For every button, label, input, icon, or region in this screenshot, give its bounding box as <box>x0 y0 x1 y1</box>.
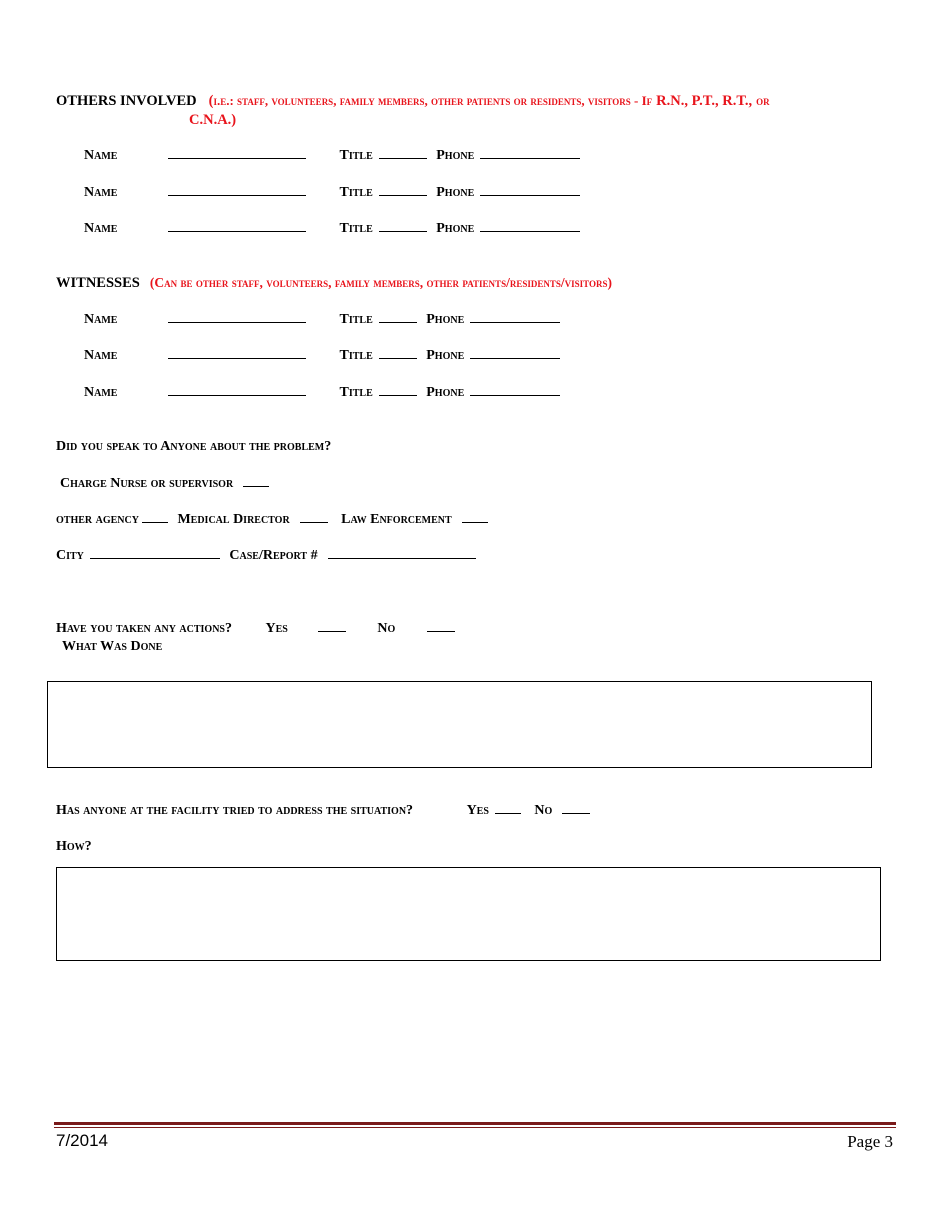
phone-label: Phone <box>436 148 475 163</box>
name-label: Name <box>84 385 118 400</box>
facility-no-label: No <box>534 803 553 818</box>
phone-field[interactable] <box>470 394 560 396</box>
others-note-small: i.e.: staff, volunteers, family members, other patients or residents, visitors - If <box>213 93 653 108</box>
title-label: Title <box>339 348 373 363</box>
others-row-3 <box>84 221 586 237</box>
title-field[interactable] <box>379 194 427 196</box>
name-field[interactable] <box>168 357 306 359</box>
facility-no-field[interactable] <box>562 812 590 814</box>
title-field[interactable] <box>379 394 417 396</box>
title-label: Title <box>339 221 373 236</box>
speak-question: Did you speak to Anyone about the problem? <box>56 439 332 454</box>
phone-field[interactable] <box>480 230 580 232</box>
name-label: Name <box>84 312 118 327</box>
phone-label: Phone <box>436 221 475 236</box>
others-note-big: R.N., P.T., R.T., <box>656 93 753 109</box>
others-note-open: ( <box>208 93 214 109</box>
what-was-done-box[interactable] <box>47 681 872 768</box>
title-field[interactable] <box>379 321 417 323</box>
actions-line <box>56 621 461 637</box>
footer-date: 7/2014 <box>56 1131 108 1150</box>
agency-line <box>56 512 494 528</box>
charge-nurse-line <box>60 476 275 492</box>
name-field[interactable] <box>168 230 306 232</box>
city-field[interactable] <box>90 557 220 559</box>
city-label: City <box>56 548 84 563</box>
name-field[interactable] <box>168 321 306 323</box>
other-agency-field[interactable] <box>142 521 168 523</box>
actions-question: Have you taken any actions? <box>56 621 232 636</box>
name-field[interactable] <box>168 157 306 159</box>
phone-field[interactable] <box>470 357 560 359</box>
city-line <box>56 548 482 564</box>
others-row-2 <box>84 185 586 201</box>
witness-row-3 <box>84 385 566 401</box>
law-enforcement-field[interactable] <box>462 521 488 523</box>
witnesses-heading-line <box>56 274 612 292</box>
name-label: Name <box>84 148 118 163</box>
facility-yes-field[interactable] <box>495 812 521 814</box>
title-field[interactable] <box>379 157 427 159</box>
actions-yes-field[interactable] <box>318 630 346 632</box>
phone-label: Phone <box>426 385 465 400</box>
others-row-1 <box>84 148 586 164</box>
title-field[interactable] <box>379 230 427 232</box>
title-label: Title <box>339 185 373 200</box>
medical-director-label: Medical Director <box>177 512 290 527</box>
witnesses-heading: WITNESSES <box>56 275 140 291</box>
witness-row-1 <box>84 312 566 328</box>
how-label: How? <box>56 839 92 854</box>
others-note-line2: C.N.A.) <box>189 112 237 128</box>
name-label: Name <box>84 185 118 200</box>
what-was-done-label: What Was Done <box>62 639 163 654</box>
charge-nurse-field[interactable] <box>243 485 269 487</box>
title-label: Title <box>339 148 373 163</box>
footer-page-number: Page 3 <box>847 1132 893 1151</box>
name-label: Name <box>84 348 118 363</box>
title-label: Title <box>339 385 373 400</box>
footer-rule-thin <box>54 1127 896 1128</box>
actions-no-label: No <box>377 621 396 636</box>
name-field[interactable] <box>168 194 306 196</box>
facility-line <box>56 803 596 819</box>
facility-yes-label: Yes <box>466 803 489 818</box>
phone-field[interactable] <box>480 157 580 159</box>
others-note-or: or <box>756 93 770 108</box>
phone-field[interactable] <box>470 321 560 323</box>
footer-rule-thick <box>54 1122 896 1125</box>
name-field[interactable] <box>168 394 306 396</box>
witnesses-note: (Can be other staff, volunteers, family members, other patients/residents/visitors) <box>149 275 612 290</box>
phone-label: Phone <box>426 348 465 363</box>
others-involved-heading-line <box>56 92 770 110</box>
phone-label: Phone <box>436 185 475 200</box>
case-report-field[interactable] <box>328 557 476 559</box>
law-enforcement-label: Law Enforcement <box>341 512 452 527</box>
title-field[interactable] <box>379 357 417 359</box>
title-label: Title <box>339 312 373 327</box>
phone-field[interactable] <box>480 194 580 196</box>
witness-row-2 <box>84 348 566 364</box>
how-box[interactable] <box>56 867 881 961</box>
name-label: Name <box>84 221 118 236</box>
others-involved-heading: OTHERS INVOLVED <box>56 93 197 109</box>
actions-yes-label: Yes <box>265 621 288 636</box>
actions-no-field[interactable] <box>427 630 455 632</box>
other-agency-label: other agency <box>56 512 139 527</box>
phone-label: Phone <box>426 312 465 327</box>
medical-director-field[interactable] <box>300 521 328 523</box>
facility-question: Has anyone at the facility tried to address the situation? <box>56 803 414 818</box>
charge-nurse-label: Charge Nurse or supervisor <box>60 476 234 491</box>
case-report-label: Case/Report # <box>229 548 318 563</box>
